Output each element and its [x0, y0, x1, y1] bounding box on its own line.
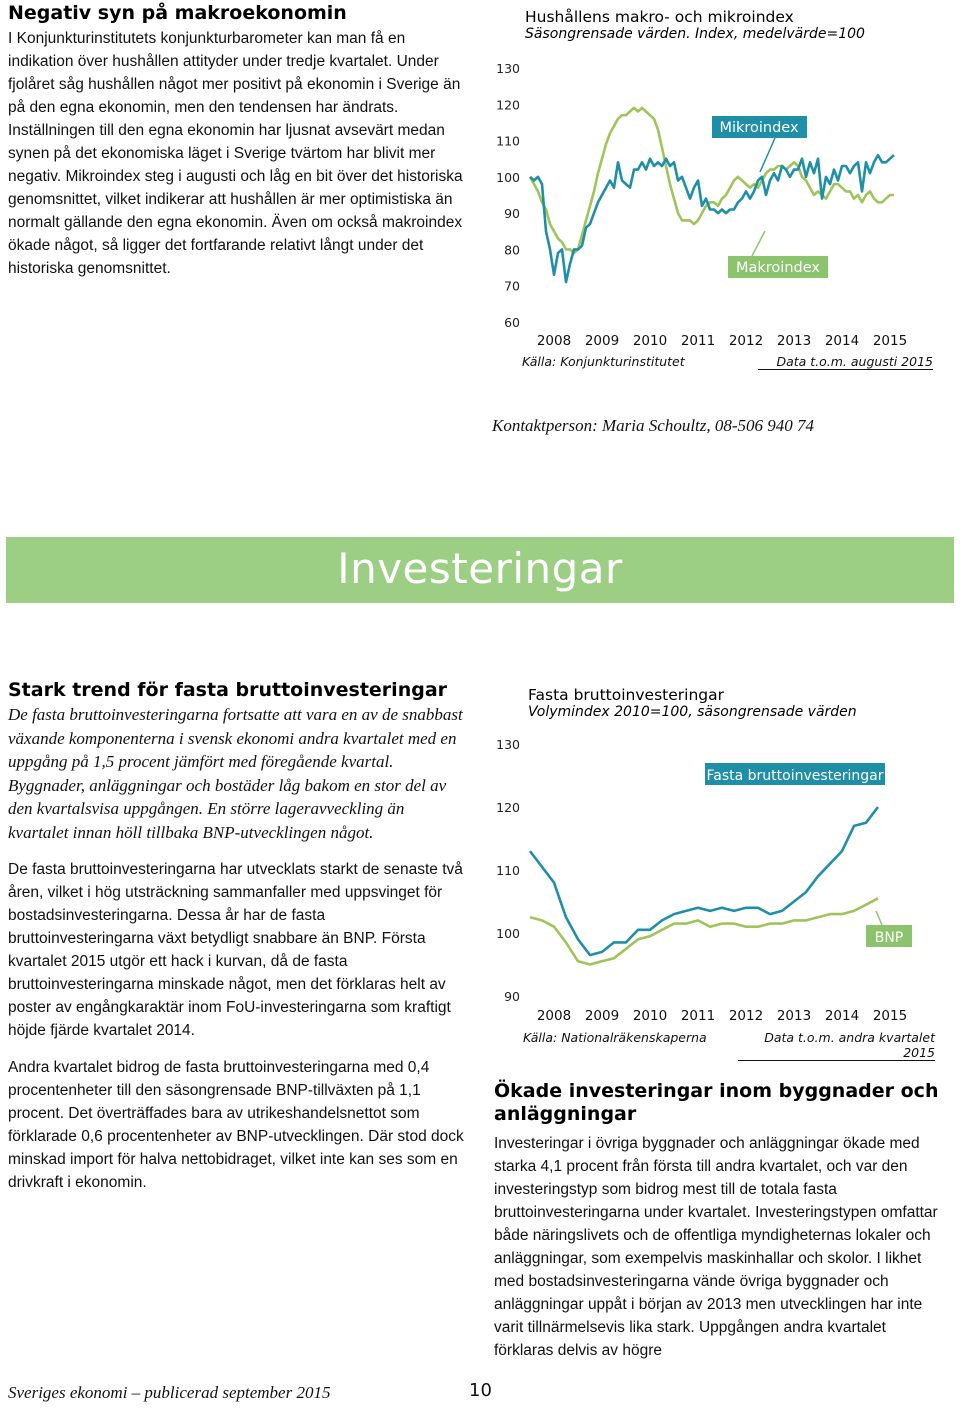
- chart1-household-index: [490, 50, 940, 350]
- y-tick-label: 130: [496, 61, 520, 76]
- paragraph-macro-outlook: I Konjunkturinstitutets konjunkturbarometer kan man få en indikation över hushållen attityder under tredje kvartalet. Under fjolåret såg hushållen något mer positivt på ekonomin i Sverige än på den egna ekonomin, men den tendensen har ändrats. Inställningen till den egna ekonomin har ljusnat avsevärt medan synen på det ekonomiska läget i Sverige tvärtom har blivit mer negativ. Mikroindex steg i augusti och låg en bit över det historiska genomsnittet, vilket indikerar att hushållen är mer optimistiska än normalt gällande den egna ekonomin. Även om också makroindex ökade något, så ligger det fortfarande relativt långt under det historiska genomsnittet.: [8, 30, 463, 277]
- y-tick-label: 130: [496, 737, 520, 752]
- y-tick-label: 110: [496, 863, 520, 878]
- series-line-fasta-bruttoinvesteringar: [530, 807, 878, 955]
- heading-investments: Stark trend för fasta bruttoinvesteringar: [8, 679, 448, 701]
- x-tick-label: 2008: [536, 333, 572, 349]
- x-tick-label: 2009: [584, 333, 620, 349]
- fbi-label: Fasta bruttoinvesteringar: [706, 768, 884, 784]
- x-tick-label: 2014: [824, 333, 860, 349]
- paragraph-investments-2: Andra kvartalet bidrog de fasta bruttoinvesteringarna med 0,4 procentenheter till den säsongrensade BNP-tillväxten på 1,1 procent. Det överträffades bara av utrikeshandelsnettot som förklarade 0,6 procentenheter av BNP-utvecklingen. Där stod dock minskad import för halva nettobidraget, vilket inte kan ses som en drivkraft i ekonomin.: [8, 1059, 464, 1191]
- chart1-source: Källa: Konjunkturinstitutet: [522, 354, 685, 369]
- y-tick-label: 120: [496, 800, 520, 815]
- bnp-label-pointer: [876, 911, 882, 925]
- footer-publication: Sveriges ekonomi – publicerad september 2015: [8, 1383, 331, 1402]
- chart1-data-note: Data t.o.m. augusti 2015: [758, 354, 933, 370]
- x-tick-label: 2010: [632, 333, 668, 349]
- y-tick-label: 70: [504, 278, 520, 294]
- chart2-fixed-investment: [490, 728, 940, 1028]
- x-tick-label: 2014: [824, 1008, 860, 1024]
- chart2-data-note: Data t.o.m. andra kvartalet 2015: [738, 1030, 935, 1061]
- lead-investments: De fasta bruttoinvesteringarna fortsatte att vara en av de snabbast växande komponenterna i svensk ekonomi andra kvartalet med en uppgång på 1,5 procent jämfört med föregående kvartal. Byggnader, anläggningar och bostäder låg bakom en stor del av den kvartalsvisa uppgången. En större lageravveckling än kvartalet innan höll tillbaka BNP-utvecklingen något.: [8, 705, 463, 842]
- x-tick-label: 2012: [728, 333, 764, 349]
- chart2-title-block: [528, 686, 948, 720]
- banner-title: Investeringar: [337, 544, 623, 593]
- chart2-source: Källa: Nationalräkenskaperna: [523, 1030, 707, 1045]
- paragraph-buildings: Investeringar i övriga byggnader och anläggningar ökade med starka 4,1 procent från första till andra kvartalet, och var den investeringstyp som bidrog mest till de totala fasta bruttoinvesteringarna under kvartalet. Investeringstypen omfattar både näringslivets och de offentliga myndigheternas lokaler och anläggningar, som exempelvis maskinhallar och skolor. I likhet med bostadsinvesteringarna vände övriga byggnader och anläggningar uppåt i början av 2013 men utvecklingen har inte varit tillnärmelsevis lika stark. Uppgången andra kvartalet förklaras delvis av högre: [494, 1135, 938, 1359]
- y-tick-label: 100: [496, 926, 520, 941]
- x-tick-label: 2009: [584, 1008, 620, 1024]
- x-tick-label: 2013: [776, 333, 812, 349]
- x-tick-label: 2008: [536, 1008, 572, 1024]
- chart2-subtitle: Volymindex 2010=100, säsongrensade värden: [528, 704, 857, 720]
- chart1-title-block: [525, 8, 945, 42]
- section-buildings: [494, 1080, 944, 1362]
- series-line-mikroindex: [530, 155, 894, 282]
- heading-macro-outlook: Negativ syn på makroekonomin: [8, 2, 347, 24]
- y-tick-label: 90: [504, 206, 520, 222]
- bnp-label: BNP: [874, 930, 904, 946]
- chart1-title: Hushållens makro- och mikroindex: [525, 8, 794, 26]
- y-tick-label: 120: [496, 97, 520, 113]
- y-tick-label: 60: [504, 315, 520, 330]
- y-tick-label: 100: [496, 169, 520, 185]
- contact-person: Kontaktperson: Maria Schoultz, 08-506 940 74: [492, 416, 815, 435]
- y-tick-label: 90: [504, 989, 520, 1004]
- x-tick-label: 2011: [680, 333, 716, 349]
- x-tick-label: 2013: [776, 1008, 812, 1024]
- x-tick-label: 2012: [728, 1008, 764, 1024]
- section-banner: [6, 537, 954, 603]
- y-tick-label: 80: [504, 242, 520, 258]
- makroindex-label: Makroindex: [736, 260, 820, 276]
- section-macro-outlook: [8, 2, 470, 280]
- section-investments: [8, 679, 466, 1194]
- page-number: 10: [469, 1380, 492, 1401]
- mikroindex-label-pointer: [760, 138, 775, 172]
- x-tick-label: 2011: [680, 1008, 716, 1024]
- mikroindex-label: Mikroindex: [719, 120, 799, 136]
- y-tick-label: 110: [496, 133, 520, 149]
- heading-buildings: Ökade investeringar inom byggnader och anläggningar: [494, 1080, 939, 1125]
- chart1-subtitle: Säsongrensade värden. Index, medelvärde=100: [525, 26, 865, 42]
- makroindex-label-pointer: [752, 231, 765, 256]
- paragraph-investments-1: De fasta bruttoinvesteringarna har utvecklats starkt de senaste två åren, vilket i hög utsträckning sammanfaller med uppsvinget för bostadsinvesteringarna. Dessa år har de fasta bruttoinvesteringarna växt betydligt snabbare än BNP. Första kvartalet 2015 utgör ett hack i kurvan, då de fasta bruttoinvesteringarna minskade något, men det förklaras helt av poster av engångkaraktär inom FoU-investeringarna som kraftigt höjde fjärde kvartalet 2014.: [8, 861, 463, 1039]
- x-tick-label: 2015: [872, 333, 908, 349]
- x-tick-label: 2010: [632, 1008, 668, 1024]
- chart2-title: Fasta bruttoinvesteringar: [528, 686, 724, 704]
- x-tick-label: 2015: [872, 1008, 908, 1024]
